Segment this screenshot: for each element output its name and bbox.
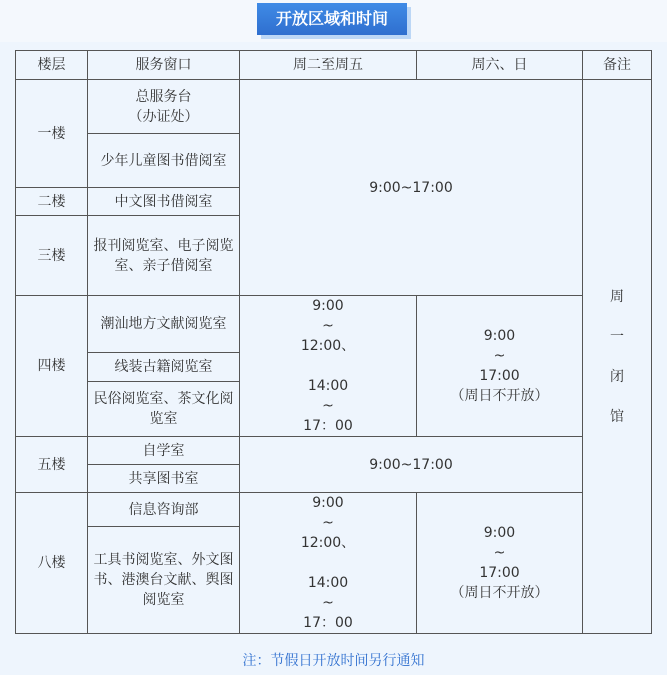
header-window: 服务窗口 bbox=[88, 51, 240, 80]
window-cell: 线装古籍阅览室 bbox=[88, 353, 240, 382]
floor-cell-3: 三楼 bbox=[16, 216, 88, 296]
window-cell: 共享图书室 bbox=[88, 465, 240, 493]
floor-cell-4: 四楼 bbox=[16, 296, 88, 437]
window-cell: 民俗阅览室、茶文化阅览室 bbox=[88, 381, 240, 436]
table-row bbox=[16, 296, 652, 353]
window-cell: 工具书阅览室、外文图书、港澳台文献、舆图阅览室 bbox=[88, 527, 240, 634]
weekday-hours-cell-8: 9:00 ~ 12:00、 14:00 ~ 17：00 bbox=[240, 493, 417, 634]
weekday-hours-cell: 9:00 ~ 12:00、 14:00 ~ 17：00 bbox=[240, 296, 417, 437]
window-cell: 报刊阅览室、电子阅览室、亲子借阅室 bbox=[88, 216, 240, 296]
header-weekday: 周二至周五 bbox=[240, 51, 417, 80]
header-remark: 备注 bbox=[583, 51, 652, 80]
table-row bbox=[16, 80, 652, 134]
window-cell: 潮汕地方文献阅览室 bbox=[88, 296, 240, 353]
window-cell: 少年儿童图书借阅室 bbox=[88, 134, 240, 188]
header-floor: 楼层 bbox=[16, 51, 88, 80]
page-title: 开放区域和时间 bbox=[257, 3, 407, 35]
window-cell: 中文图书借阅室 bbox=[88, 188, 240, 216]
hours-cell-merged-5: 9:00~17:00 bbox=[240, 437, 583, 493]
header-weekend: 周六、日 bbox=[417, 51, 583, 80]
window-cell: 总服务台 （办证处） bbox=[88, 80, 240, 134]
header-row bbox=[16, 51, 652, 80]
floor-cell-5: 五楼 bbox=[16, 437, 88, 493]
weekend-hours-cell: 9:00 ~ 17:00 （周日不开放） bbox=[417, 296, 583, 437]
table-row bbox=[16, 493, 652, 527]
remark-cell: 周 一 闭 馆 bbox=[583, 80, 652, 634]
weekend-hours-cell-8: 9:00 ~ 17:00 （周日不开放） bbox=[417, 493, 583, 634]
window-cell: 信息咨询部 bbox=[88, 493, 240, 527]
table-row bbox=[16, 437, 652, 465]
floor-cell-1: 一楼 bbox=[16, 80, 88, 188]
window-cell: 自学室 bbox=[88, 437, 240, 465]
hours-cell-merged: 9:00~17:00 bbox=[240, 80, 583, 296]
floor-cell-2: 二楼 bbox=[16, 188, 88, 216]
title-area bbox=[0, 0, 667, 42]
schedule-table bbox=[15, 50, 652, 634]
footnote: 注：节假日开放时间另行通知 bbox=[242, 653, 425, 669]
floor-cell-8: 八楼 bbox=[16, 493, 88, 634]
